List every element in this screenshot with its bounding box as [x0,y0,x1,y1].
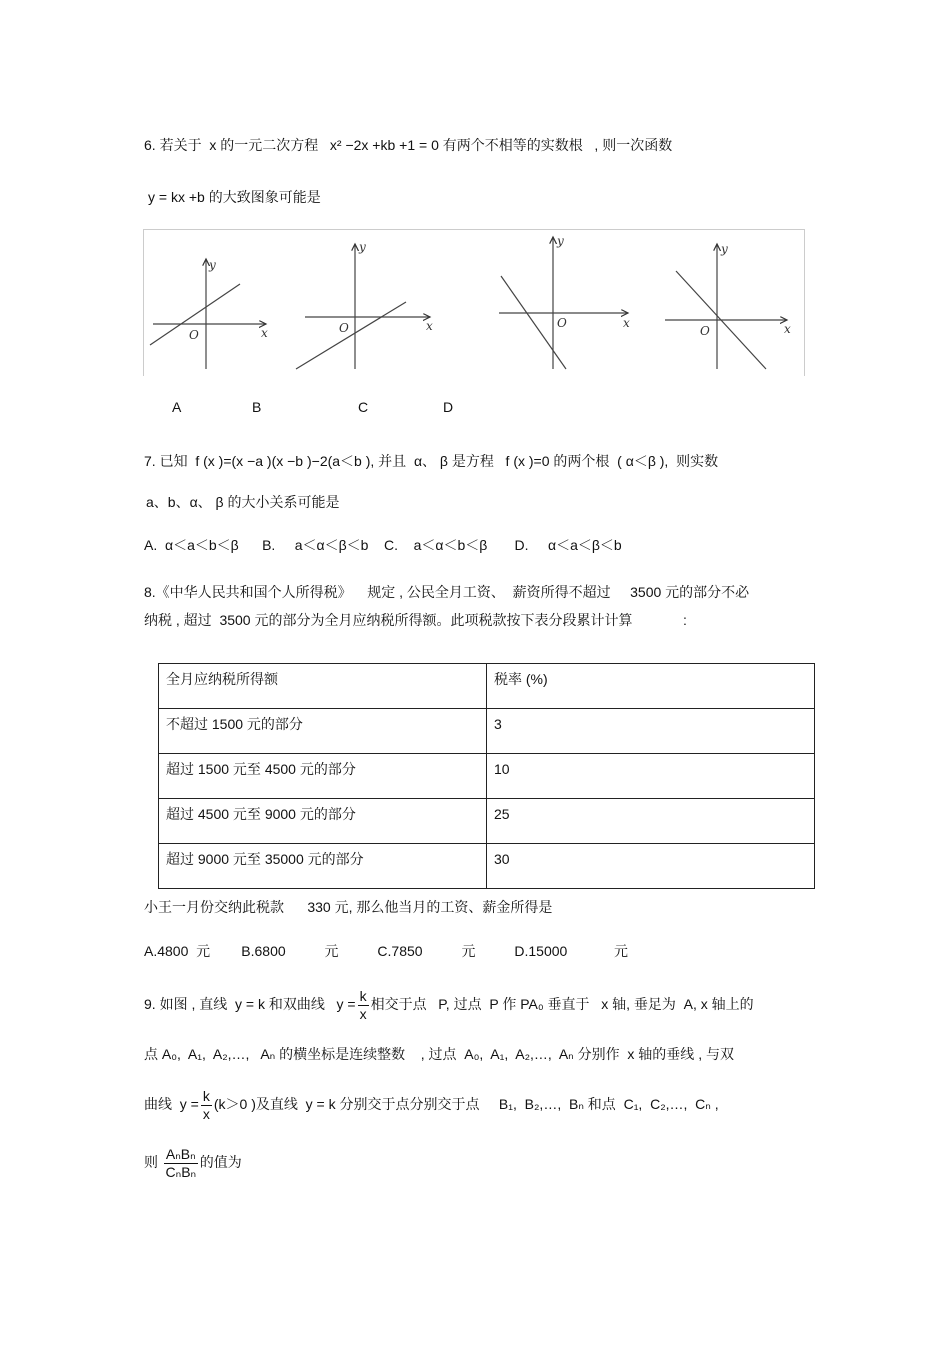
table-row [159,754,815,799]
table-cell: 不超过 1500 元的部分 [159,709,487,754]
q6-option-d[interactable]: D [443,399,454,415]
q6-line1: 6. 若关于 x 的一元二次方程 x² −2x +kb +1 = 0 有两个不相等的实数根 , 则一次函数 [144,137,673,153]
q9-line3 [144,1088,719,1123]
q8-line3: 小王一月份交纳此税款 330 元, 那么他当月的工资、薪金所得是 [144,899,553,915]
x-label: x [623,316,630,330]
q8-options: A.4800 元 B.6800 元 C.7850 元 D.15000 元 [144,943,628,959]
table-header-row [159,664,815,709]
table-row [159,709,815,754]
x-label: x [426,319,433,333]
table-row [159,799,815,844]
text: (k＞0 )及直线 y = k 分别交于点分别交于点 B₁, B₂,…, Bₙ 和点 C₁, C₂,…, Cₙ , [213,1096,719,1113]
numerator: AₙBₙ [165,1146,196,1162]
y-label: y [209,258,216,272]
y-label: y [721,242,728,256]
tax-table [158,663,815,889]
graph-b [296,244,430,369]
origin-label: O [189,328,199,342]
table-cell: 超过 9000 元至 35000 元的部分 [159,844,487,889]
graph-a [150,259,266,369]
ratio-fraction [164,1146,198,1181]
graph-d [665,244,787,369]
text: 相交于点 P, 过点 P 作 PA₀ 垂直于 x 轴, 垂足为 A, x 轴上的 [370,996,754,1013]
y-label: y [359,240,366,254]
q6-option-a[interactable]: A [172,399,182,415]
q7-line2: a、b、α、 β 的大小关系可能是 [146,494,340,510]
table-cell: 25 [487,799,815,844]
q6-option-c[interactable]: C [358,399,369,415]
x-label: x [784,322,791,336]
numerator: k [359,988,367,1004]
text: 则 [144,1154,158,1171]
graph-c [499,237,628,369]
q9-line1 [144,988,754,1023]
numerator: k [202,1088,210,1104]
text: 9. 如图 , 直线 y = k 和双曲线 y = [144,996,356,1013]
origin-label: O [339,321,349,335]
origin-label: O [557,316,567,330]
q6-line2: y = kx +b 的大致图象可能是 [148,189,321,205]
table-row [159,844,815,889]
table-cell: 超过 4500 元至 9000 元的部分 [159,799,487,844]
q9-line4 [144,1146,242,1181]
q6-option-b[interactable]: B [252,399,262,415]
text: 的值为 [199,1154,242,1171]
y-label: y [557,234,564,248]
q9-line2: 点 A₀, A₁, A₂,…, Aₙ 的横坐标是连续整数 , 过点 A₀, A₁, A₂,…, Aₙ 分别作 x 轴的垂线 , 与双 [144,1046,734,1062]
q7-options: A. α＜a＜b＜β B. a＜α＜β＜b C. a＜α＜b＜β D. α＜a＜β＜b [144,537,622,553]
q7-line1: 7. 已知 f (x )=(x −a )(x −b )−2(a＜b ), 并且 α、 β 是方程 f (x )=0 的两个根 ( α＜β ), 则实数 [144,453,719,469]
origin-label: O [700,324,710,338]
header-cell: 税率 (%) [487,664,815,709]
q6-graphs [143,229,805,376]
denominator: CₙBₙ [165,1164,197,1180]
fraction-k-over-x [201,1088,212,1123]
x-label: x [261,326,268,340]
q8-line2: 纳税 , 超过 3500 元的部分为全月应纳税所得额。此项税款按下表分段累计计算 : [144,612,687,628]
text: 曲线 y = [144,1096,199,1113]
header-cell: 全月应纳税所得额 [159,664,487,709]
fraction-k-over-x [358,988,369,1023]
q8-line1: 8.《中华人民共和国个人所得税》 规定 , 公民全月工资、 薪资所得不超过 3500 元的部分不必 [144,584,750,600]
denominator: x [359,1006,367,1022]
table-cell: 3 [487,709,815,754]
table-cell: 10 [487,754,815,799]
table-cell: 超过 1500 元至 4500 元的部分 [159,754,487,799]
table-cell: 30 [487,844,815,889]
denominator: x [202,1106,210,1122]
